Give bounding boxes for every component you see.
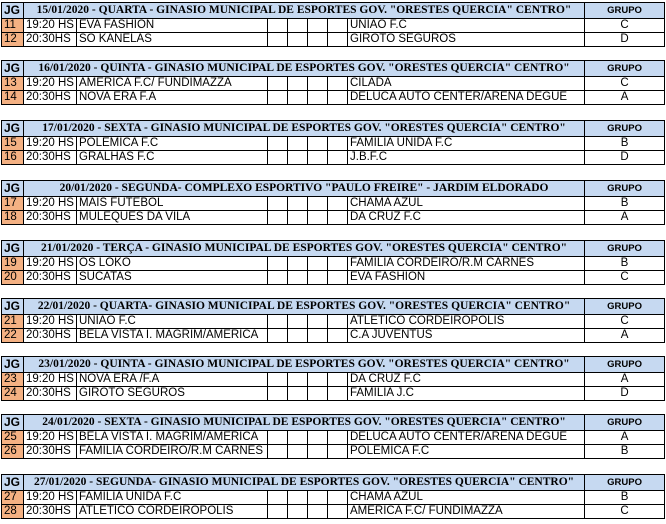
game-row [2,505,665,519]
score-cell [268,315,288,329]
home-team: MULEQUES DA VILA [77,211,268,225]
home-team: EVA FASHION [77,19,268,33]
game-row [2,137,665,151]
score-cell [308,373,328,387]
match-day-title: 20/01/2020 - SEGUNDA- COMPLEXO ESPORTIVO "PAULO FREIRE" - JARDIM ELDORADO [24,181,585,197]
match-day-header [2,3,665,19]
match-day-table [1,180,665,225]
match-day-block [1,2,664,47]
group-letter: D [585,151,665,165]
game-time: 19:20 HS [24,257,77,271]
score-cell [328,33,348,47]
score-cell [288,271,308,285]
away-team: DELUCA AUTO CENTER/ARENA DEGUÉ [348,431,585,445]
score-cell [288,33,308,47]
score-cell [308,33,328,47]
group-letter: B [585,257,665,271]
score-cell [288,91,308,105]
game-number: 15 [2,137,24,151]
match-day-table [1,120,665,165]
group-letter: B [585,137,665,151]
score-cell [308,137,328,151]
jg-column-header: JG [2,121,24,137]
game-time: 20:30HS [24,387,77,401]
score-cell [328,491,348,505]
match-day-table [1,2,665,47]
score-cell [288,491,308,505]
match-day-table [1,60,665,105]
score-cell [308,257,328,271]
score-cell [288,137,308,151]
away-team: CHAMA AZUL [348,197,585,211]
game-row [2,373,665,387]
home-team: OS LOKO [77,257,268,271]
match-day-block [1,120,664,165]
jg-column-header: JG [2,3,24,19]
group-letter: C [585,505,665,519]
game-row [2,151,665,165]
score-cell [268,197,288,211]
game-number: 18 [2,211,24,225]
match-day-header [2,241,665,257]
game-time: 19:20 HS [24,19,77,33]
match-day-title: 24/01/2020 - SEXTA - GINASIO MUNICIPAL DE ESPORTES GOV. "ORESTES QUERCIA" CENTRO" [24,415,585,431]
game-number: 20 [2,271,24,285]
match-day-block [1,356,664,401]
jg-column-header: JG [2,299,24,315]
grupo-column-header: GRUPO [585,61,665,77]
score-cell [328,257,348,271]
home-team: NOVA ERA F.A [77,91,268,105]
group-letter: A [585,373,665,387]
match-day-table [1,298,665,343]
home-team: POLÊMICA F.C [77,137,268,151]
score-cell [308,211,328,225]
score-cell [268,271,288,285]
score-cell [328,271,348,285]
match-day-title: 15/01/2020 - QUARTA - GINASIO MUNICIPAL DE ESPORTES GOV. "ORESTES QUERCIA" CENTRO" [24,3,585,19]
match-day-title: 17/01/2020 - SEXTA - GINASIO MUNICIPAL DE ESPORTES GOV. "ORESTES QUERCIA" CENTRO" [24,121,585,137]
game-number: 26 [2,445,24,459]
score-cell [288,329,308,343]
grupo-column-header: GRUPO [585,121,665,137]
home-team: FAMILIA UNIDA F.C [77,491,268,505]
group-letter: B [585,197,665,211]
match-day-header [2,181,665,197]
grupo-column-header: GRUPO [585,241,665,257]
away-team: UNIÃO F.C [348,19,585,33]
game-time: 19:20 HS [24,77,77,91]
match-day-block [1,298,664,343]
game-time: 20:30HS [24,445,77,459]
game-number: 21 [2,315,24,329]
score-cell [308,91,328,105]
game-number: 12 [2,33,24,47]
away-team: GIROTO SEGUROS [348,33,585,47]
game-time: 19:20 HS [24,491,77,505]
score-cell [328,19,348,33]
match-day-header [2,415,665,431]
game-row [2,329,665,343]
game-row [2,431,665,445]
score-cell [308,19,328,33]
game-time: 20:30HS [24,91,77,105]
game-number: 22 [2,329,24,343]
away-team: FAMILIA J.C [348,387,585,401]
score-cell [308,315,328,329]
game-row [2,491,665,505]
game-number: 14 [2,91,24,105]
game-time: 19:20 HS [24,373,77,387]
score-cell [268,257,288,271]
away-team: CILADA [348,77,585,91]
jg-column-header: JG [2,475,24,491]
home-team: BELA VISTA I. MAGRIM/AMÉRICA [77,431,268,445]
game-number: 11 [2,19,24,33]
match-day-title: 27/01/2020 - SEGUNDA- GINASIO MUNICIPAL DE ESPORTES GOV. "ORESTES QUERCIA" CENTRO" [24,475,585,491]
score-cell [288,373,308,387]
game-row [2,315,665,329]
group-letter: A [585,431,665,445]
score-cell [268,33,288,47]
grupo-column-header: GRUPO [585,415,665,431]
home-team: BELA VISTA I. MAGRIM/AMÉRICA [77,329,268,343]
jg-column-header: JG [2,181,24,197]
game-time: 19:20 HS [24,431,77,445]
game-number: 27 [2,491,24,505]
score-cell [328,505,348,519]
game-time: 20:30HS [24,151,77,165]
match-day-block [1,414,664,459]
group-letter: C [585,77,665,91]
score-cell [268,77,288,91]
game-row [2,211,665,225]
score-cell [268,91,288,105]
score-cell [308,491,328,505]
away-team: EVA FASHION [348,271,585,285]
score-cell [328,329,348,343]
score-cell [268,505,288,519]
score-cell [328,373,348,387]
score-cell [288,211,308,225]
game-time: 20:30HS [24,505,77,519]
score-cell [268,445,288,459]
away-team: POLEMICA F.C [348,445,585,459]
game-number: 16 [2,151,24,165]
home-team: SUCATAS [77,271,268,285]
score-cell [288,257,308,271]
score-cell [308,387,328,401]
group-letter: B [585,445,665,459]
match-day-header [2,475,665,491]
match-day-header [2,61,665,77]
game-row [2,91,665,105]
game-number: 19 [2,257,24,271]
match-day-title: 21/01/2020 - TERÇA - GINASIO MUNICIPAL DE ESPORTES GOV. "ORESTES QUERCIA" CENTRO" [24,241,585,257]
match-day-table [1,356,665,401]
game-row [2,19,665,33]
match-day-table [1,474,665,519]
game-time: 20:30HS [24,271,77,285]
match-day-table [1,240,665,285]
score-cell [288,445,308,459]
game-time: 20:30HS [24,211,77,225]
match-day-title: 22/01/2020 - QUARTA- GINASIO MUNICIPAL DE ESPORTES GOV. "ORESTES QUERCIA" CENTRO" [24,299,585,315]
score-cell [268,329,288,343]
group-letter: C [585,19,665,33]
score-cell [268,19,288,33]
game-number: 25 [2,431,24,445]
score-cell [328,315,348,329]
home-team: NOVA ERA /F.A [77,373,268,387]
away-team: DA CRUZ F.C [348,211,585,225]
score-cell [288,197,308,211]
score-cell [308,151,328,165]
jg-column-header: JG [2,61,24,77]
score-cell [308,445,328,459]
score-cell [288,505,308,519]
score-cell [308,197,328,211]
group-letter: C [585,271,665,285]
game-time: 20:30HS [24,329,77,343]
game-number: 23 [2,373,24,387]
score-cell [268,373,288,387]
score-cell [268,431,288,445]
jg-column-header: JG [2,241,24,257]
group-letter: D [585,33,665,47]
game-row [2,271,665,285]
away-team: FAMILIA CORDEIRO/R.M CARNES [348,257,585,271]
match-day-header [2,299,665,315]
grupo-column-header: GRUPO [585,475,665,491]
jg-column-header: JG [2,357,24,373]
away-team: FAMILIA UNIDA F.C [348,137,585,151]
game-row [2,445,665,459]
group-letter: C [585,315,665,329]
game-row [2,387,665,401]
score-cell [268,211,288,225]
score-cell [288,431,308,445]
match-day-block [1,240,664,285]
home-team: GIROTO SEGUROS [77,387,268,401]
score-cell [328,197,348,211]
score-cell [288,315,308,329]
away-team: DA CRUZ F.C [348,373,585,387]
score-cell [308,77,328,91]
match-day-title: 16/01/2020 - QUINTA - GINASIO MUNICIPAL DE ESPORTES GOV. "ORESTES QUERCIA" CENTRO" [24,61,585,77]
score-cell [328,387,348,401]
game-number: 17 [2,197,24,211]
game-row [2,257,665,271]
game-time: 19:20 HS [24,137,77,151]
score-cell [328,77,348,91]
group-letter: D [585,387,665,401]
away-team: CHAMA AZUL [348,491,585,505]
score-cell [268,387,288,401]
away-team: ATLÉTICO CORDEIROPOLIS [348,315,585,329]
home-team: AMÉRICA F.C/ FUNDIMAZZA [77,77,268,91]
score-cell [328,137,348,151]
score-cell [328,445,348,459]
jg-column-header: JG [2,415,24,431]
game-row [2,197,665,211]
grupo-column-header: GRUPO [585,299,665,315]
away-team: C.A JUVENTUS [348,329,585,343]
score-cell [308,431,328,445]
match-day-title: 23/01/2020 - QUINTA - GINASIO MUNICIPAL DE ESPORTES GOV. "ORESTES QUERCIA" CENTRO" [24,357,585,373]
game-row [2,77,665,91]
group-letter: A [585,91,665,105]
group-letter: B [585,491,665,505]
game-time: 20:30HS [24,33,77,47]
away-team: J.B.F.C [348,151,585,165]
match-day-block [1,60,664,105]
home-team: SÓ KANELAS [77,33,268,47]
grupo-column-header: GRUPO [585,357,665,373]
home-team: ATLÉTICO CORDEIROPOLIS [77,505,268,519]
group-letter: A [585,211,665,225]
home-team: FAMILIA CORDEIRO/R.M CARNES [77,445,268,459]
match-day-block [1,180,664,225]
home-team: MAIS FUTEBOL [77,197,268,211]
game-row [2,33,665,47]
score-cell [288,77,308,91]
game-number: 13 [2,77,24,91]
away-team: DELUCA AUTO CENTER/ARENA DEGUÉ [348,91,585,105]
score-cell [328,91,348,105]
match-day-header [2,357,665,373]
match-day-header [2,121,665,137]
game-number: 28 [2,505,24,519]
grupo-column-header: GRUPO [585,3,665,19]
home-team: GRALHAS F.C [77,151,268,165]
score-cell [308,505,328,519]
group-letter: A [585,329,665,343]
score-cell [288,387,308,401]
game-number: 24 [2,387,24,401]
score-cell [308,329,328,343]
score-cell [328,211,348,225]
score-cell [328,431,348,445]
game-time: 19:20 HS [24,315,77,329]
home-team: UNIÃO F.C [77,315,268,329]
game-time: 19:20 HS [24,197,77,211]
away-team: AMÉRICA F.C/ FUNDIMAZZA [348,505,585,519]
score-cell [308,271,328,285]
match-day-table [1,414,665,459]
grupo-column-header: GRUPO [585,181,665,197]
score-cell [268,151,288,165]
score-cell [288,19,308,33]
match-day-block [1,474,664,519]
score-cell [328,151,348,165]
score-cell [288,151,308,165]
score-cell [268,491,288,505]
score-cell [268,137,288,151]
